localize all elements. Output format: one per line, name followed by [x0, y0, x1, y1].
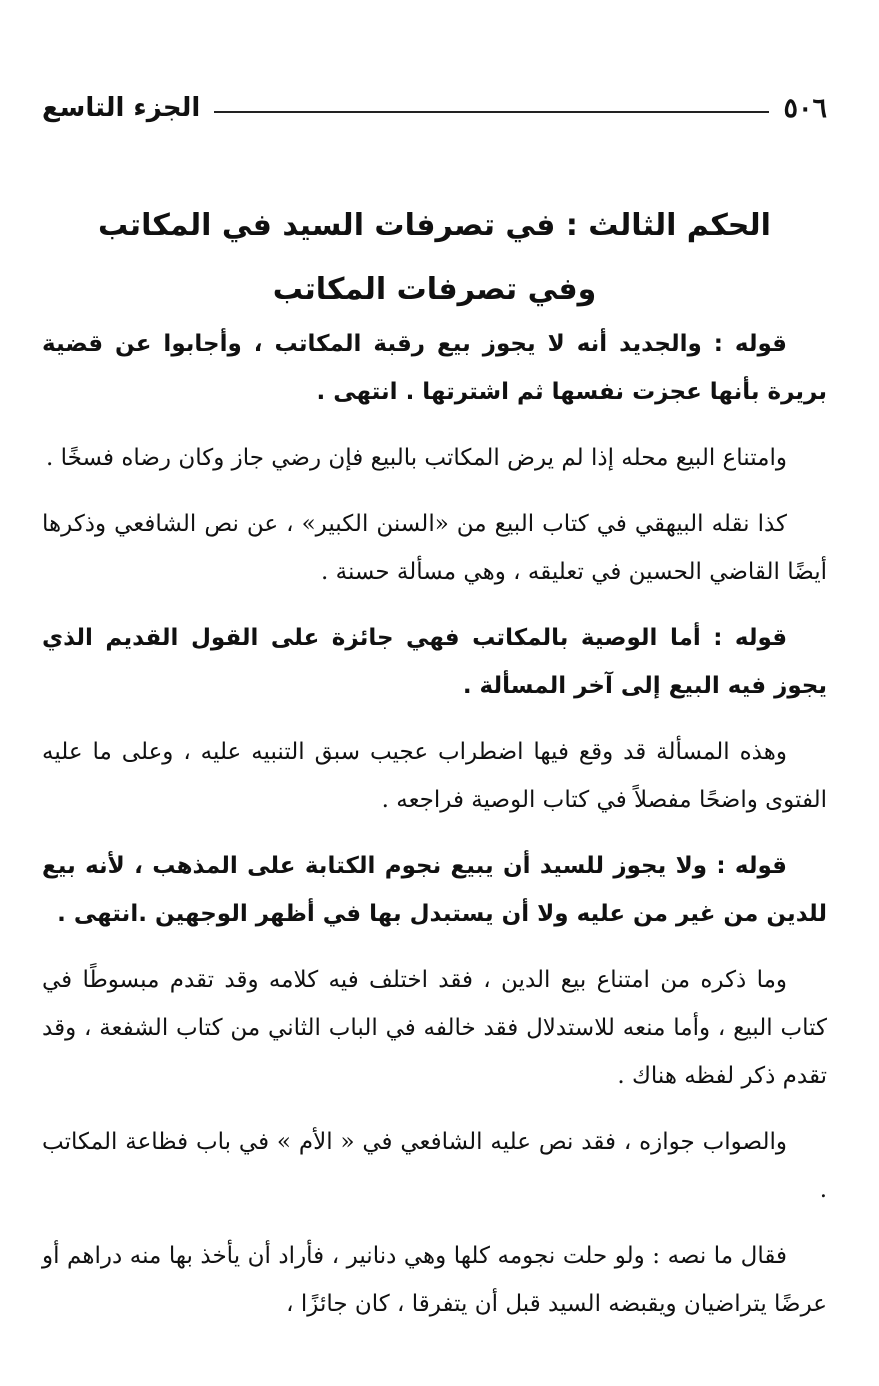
book-page — [42, 70, 827, 1360]
page-header — [42, 88, 827, 128]
commentary-paragraph: وامتناع البيع محله إذا لم يرض المكاتب بالبيع فإن رضي جاز وكان رضاه فسخًا . — [46, 445, 787, 471]
header-rule — [214, 111, 769, 113]
quote-paragraph: قوله : ولا يجوز للسيد أن يبيع نجوم الكتابة على المذهب ، لأنه بيع للدين من غير من عليه ولا أن يستبدل بها في أظهر الوجهين .انتهى . — [42, 853, 827, 927]
commentary-paragraph: كذا نقله البيهقي في كتاب البيع من «السنن الكبير» ، عن نص الشافعي وذكرها أيضًا القاضي الحسين في تعليقه ، وهي مسألة حسنة . — [42, 511, 827, 585]
commentary-paragraph: فقال ما نصه : ولو حلت نجومه كلها وهي دنانير ، فأراد أن يأخذ بها منه دراهم أو عرضًا يتراضيان ويقبضه السيد قبل أن يتفرقا ، كان جائزًا ، — [42, 1243, 827, 1317]
commentary-paragraph: والصواب جوازه ، فقد نص عليه الشافعي في « الأم » في باب فظاعة المكاتب . — [42, 1129, 827, 1203]
section-title-line-1: الحكم الثالث : في تصرفات السيد في المكاتب — [98, 208, 771, 243]
section-title-line-2: وفي تصرفات المكاتب — [272, 272, 597, 307]
commentary-paragraph: وهذه المسألة قد وقع فيها اضطراب عجيب سبق التنبيه عليه ، وعلى ما عليه الفتوى واضحًا مفصلاً في كتاب الوصية فراجعه . — [42, 739, 827, 813]
page-body — [42, 320, 827, 1346]
quote-paragraph: قوله : والجديد أنه لا يجوز بيع رقبة المكاتب ، وأجابوا عن قضية بريرة بأنها عجزت نفسها ثم اشترتها . انتهى . — [42, 331, 827, 405]
section-title — [42, 194, 827, 322]
quote-paragraph: قوله : أما الوصية بالمكاتب فهي جائزة على القول القديم الذي يجوز فيه البيع إلى آخر المسألة . — [42, 625, 827, 699]
commentary-paragraph: وما ذكره من امتناع بيع الدين ، فقد اختلف فيه كلامه وقد تقدم مبسوطًا في كتاب البيع ، وأما منعه للاستدلال فقد خالفه في الباب الثاني من كتاب الشفعة ، وقد تقدم ذكر لفظه هناك . — [42, 967, 827, 1089]
page-number: ٥٠٦ — [783, 92, 827, 124]
part-label: الجزء التاسع — [42, 93, 201, 123]
